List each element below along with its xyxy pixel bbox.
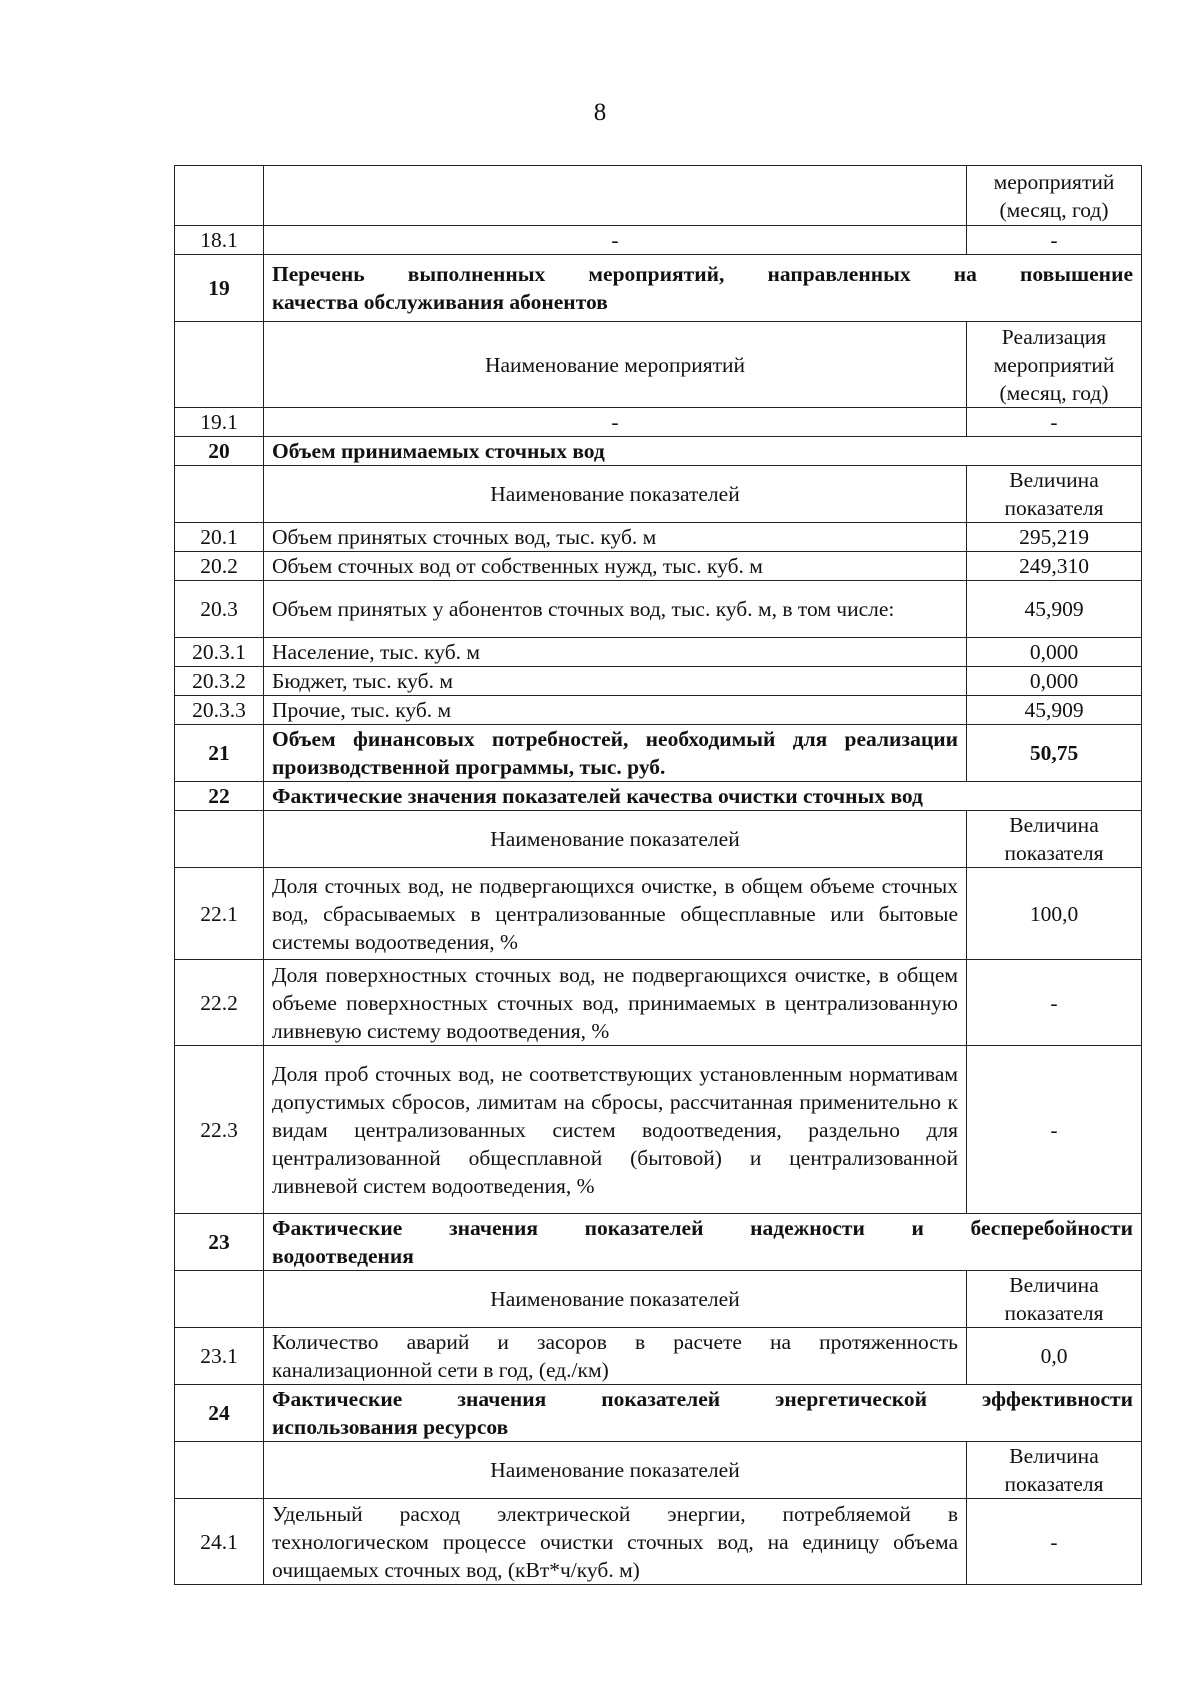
section-number: 22 bbox=[175, 782, 264, 811]
row-number: 22.1 bbox=[175, 868, 264, 960]
section-number: 21 bbox=[175, 725, 264, 782]
row-name: Объем финансовых потребностей, необходимый для реализации производственной программы, тыс. руб. bbox=[264, 725, 967, 782]
page-number: 8 bbox=[593, 99, 607, 126]
table-row bbox=[175, 696, 1142, 725]
row-number: 20.2 bbox=[175, 552, 264, 581]
table-row bbox=[175, 960, 1142, 1046]
empty-cell bbox=[175, 1271, 264, 1328]
section-number: 19 bbox=[175, 255, 264, 322]
row-value: мероприятий (месяц, год) bbox=[967, 166, 1142, 226]
empty-cell bbox=[175, 322, 264, 408]
indicators-table bbox=[174, 165, 1142, 1585]
row-value: - bbox=[967, 1499, 1142, 1585]
table-row bbox=[175, 638, 1142, 667]
row-name: Прочие, тыс. куб. м bbox=[264, 696, 967, 725]
table-row bbox=[175, 581, 1142, 638]
header-row bbox=[175, 466, 1142, 523]
section-row bbox=[175, 782, 1142, 811]
column-header-value: Величина показателя bbox=[967, 1271, 1142, 1328]
row-value: 0,000 bbox=[967, 667, 1142, 696]
row-value: 0,000 bbox=[967, 638, 1142, 667]
column-header-name: Наименование мероприятий bbox=[264, 322, 967, 408]
section-title bbox=[264, 1385, 1142, 1442]
row-value: 45,909 bbox=[967, 581, 1142, 638]
row-name bbox=[264, 166, 967, 226]
row-value: 45,909 bbox=[967, 696, 1142, 725]
section-number: 24 bbox=[175, 1385, 264, 1442]
section-title-line1: Фактические значения показателей энергетической эффективности bbox=[272, 1387, 1133, 1411]
row-name: - bbox=[264, 226, 967, 255]
table-row bbox=[175, 166, 1142, 226]
row-value: 50,75 bbox=[967, 725, 1142, 782]
column-header-name: Наименование показателей bbox=[264, 1442, 967, 1499]
section-title bbox=[264, 1214, 1142, 1271]
table-row bbox=[175, 552, 1142, 581]
row-value: 249,310 bbox=[967, 552, 1142, 581]
header-row bbox=[175, 1442, 1142, 1499]
row-value: - bbox=[967, 1046, 1142, 1214]
row-number: 20.3.1 bbox=[175, 638, 264, 667]
row-name: Количество аварий и засоров в расчете на протяженность канализационной сети в год, (ед./км) bbox=[264, 1328, 967, 1385]
section-row bbox=[175, 437, 1142, 466]
column-header-name: Наименование показателей bbox=[264, 1271, 967, 1328]
table-row bbox=[175, 1499, 1142, 1585]
row-number: 22.3 bbox=[175, 1046, 264, 1214]
row-number: 24.1 bbox=[175, 1499, 264, 1585]
row-value: 100,0 bbox=[967, 868, 1142, 960]
column-header-value: Величина показателя bbox=[967, 466, 1142, 523]
section-title-line2: использования ресурсов bbox=[272, 1415, 509, 1439]
table-row bbox=[175, 1328, 1142, 1385]
row-name: Население, тыс. куб. м bbox=[264, 638, 967, 667]
table-row bbox=[175, 868, 1142, 960]
empty-cell bbox=[175, 466, 264, 523]
section-title-line2: качества обслуживания абонентов bbox=[272, 290, 608, 314]
section-row bbox=[175, 1385, 1142, 1442]
column-header-value: Величина показателя bbox=[967, 1442, 1142, 1499]
section-title: Объем принимаемых сточных вод bbox=[264, 437, 1142, 466]
column-header-name: Наименование показателей bbox=[264, 811, 967, 868]
row-value: 295,219 bbox=[967, 523, 1142, 552]
row-number: 20.3.2 bbox=[175, 667, 264, 696]
row-number: 23.1 bbox=[175, 1328, 264, 1385]
row-name: - bbox=[264, 408, 967, 437]
row-name: Объем принятых сточных вод, тыс. куб. м bbox=[264, 523, 967, 552]
row-value: - bbox=[967, 960, 1142, 1046]
header-row bbox=[175, 322, 1142, 408]
section-title-line2: водоотведения bbox=[272, 1244, 414, 1268]
table-row bbox=[175, 667, 1142, 696]
row-name: Доля поверхностных сточных вод, не подвергающихся очистке, в общем объеме поверхностных сточных вод, принимаемых в централизованную ливневую систему водоотведения, % bbox=[264, 960, 967, 1046]
row-name: Объем сточных вод от собственных нужд, тыс. куб. м bbox=[264, 552, 967, 581]
header-row bbox=[175, 811, 1142, 868]
row-value: - bbox=[967, 226, 1142, 255]
row-value: 0,0 bbox=[967, 1328, 1142, 1385]
row-number: 20.3 bbox=[175, 581, 264, 638]
column-header-name: Наименование показателей bbox=[264, 466, 967, 523]
row-value: - bbox=[967, 408, 1142, 437]
row-number: 19.1 bbox=[175, 408, 264, 437]
section-row bbox=[175, 255, 1142, 322]
row-number: 20.1 bbox=[175, 523, 264, 552]
section-title: Фактические значения показателей качества очистки сточных вод bbox=[264, 782, 1142, 811]
empty-cell bbox=[175, 1442, 264, 1499]
section-row bbox=[175, 725, 1142, 782]
row-name: Доля сточных вод, не подвергающихся очистке, в общем объеме сточных вод, сбрасываемых в централизованные общесплавные или бытовые системы водоотведения, % bbox=[264, 868, 967, 960]
empty-cell bbox=[175, 811, 264, 868]
table-row bbox=[175, 523, 1142, 552]
column-header-value: Реализация мероприятий (месяц, год) bbox=[967, 322, 1142, 408]
row-name: Бюджет, тыс. куб. м bbox=[264, 667, 967, 696]
row-number: 22.2 bbox=[175, 960, 264, 1046]
row-number: 20.3.3 bbox=[175, 696, 264, 725]
section-row bbox=[175, 1214, 1142, 1271]
row-name: Доля проб сточных вод, не соответствующих установленным нормативам допустимых сбросов, лимитам на сбросы, рассчитанная применительно к видам централизованных систем водоотведения, раздельно для централизованной общесплавной (бытовой) и централизованной ливневой систем водоотведения, % bbox=[264, 1046, 967, 1214]
header-row bbox=[175, 1271, 1142, 1328]
table-row bbox=[175, 1046, 1142, 1214]
section-title bbox=[264, 255, 1142, 322]
table-row bbox=[175, 226, 1142, 255]
row-number: 18.1 bbox=[175, 226, 264, 255]
table-row bbox=[175, 408, 1142, 437]
row-number bbox=[175, 166, 264, 226]
row-name: Удельный расход электрической энергии, потребляемой в технологическом процессе очистки сточных вод, на единицу объема очищаемых сточных вод, (кВт*ч/куб. м) bbox=[264, 1499, 967, 1585]
section-number: 20 bbox=[175, 437, 264, 466]
section-number: 23 bbox=[175, 1214, 264, 1271]
row-name: Объем принятых у абонентов сточных вод, тыс. куб. м, в том числе: bbox=[264, 581, 967, 638]
column-header-value: Величина показателя bbox=[967, 811, 1142, 868]
section-title-line1: Фактические значения показателей надежности и бесперебойности bbox=[272, 1216, 1133, 1240]
section-title-line1: Перечень выполненных мероприятий, направленных на повышение bbox=[272, 262, 1133, 286]
